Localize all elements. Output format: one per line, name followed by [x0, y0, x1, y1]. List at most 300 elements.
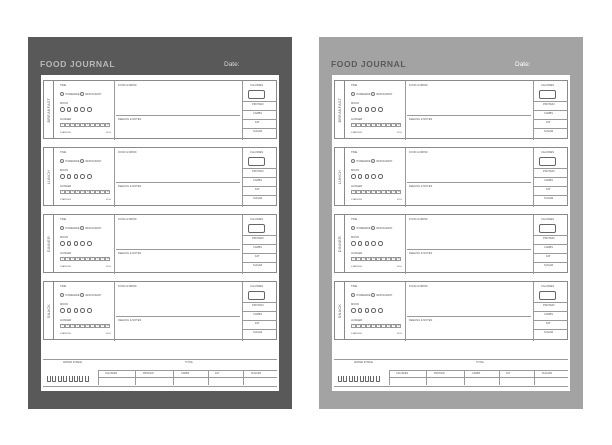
hunger-label: HUNGER	[60, 118, 72, 121]
hunger-scale-cell[interactable]: 5	[80, 324, 85, 328]
hunger-scale-cell[interactable]: 10	[106, 191, 109, 193]
calories-box[interactable]	[248, 157, 265, 166]
hunger-scale-cell[interactable]: 9	[391, 190, 396, 194]
homemade-option[interactable]: HOMEMADE	[351, 159, 370, 163]
mood-face-icon[interactable]	[67, 308, 72, 313]
hunger-scale-cell[interactable]: 7	[381, 190, 386, 194]
total-column-divider	[499, 371, 500, 385]
hunger-label: HUNGER	[351, 118, 363, 121]
mood-face-icon[interactable]	[371, 174, 376, 179]
notes-divider	[407, 249, 531, 250]
calories-label: CALORIES	[250, 218, 264, 221]
column-divider	[242, 148, 243, 207]
mood-face-icon[interactable]	[74, 308, 79, 313]
mood-label: MOOD	[60, 169, 69, 172]
homemade-option[interactable]: HOMEMADE	[351, 92, 370, 96]
water-glass-icon[interactable]	[63, 376, 67, 382]
meal-name: BREAKFAST	[337, 97, 342, 122]
mood-face-icon[interactable]	[365, 174, 370, 179]
carbs-label: CARBS	[544, 246, 553, 249]
hunger-scale-cell[interactable]: 4	[366, 123, 371, 127]
radio-icon[interactable]	[351, 159, 355, 163]
hunger-scale-cell[interactable]: 6	[85, 324, 90, 328]
radio-icon[interactable]	[371, 92, 375, 96]
hunger-scale-cell[interactable]: 8	[386, 190, 391, 194]
mood-face-icon[interactable]	[67, 174, 72, 179]
hunger-scale-cell[interactable]: 3	[70, 123, 75, 127]
hunger-scale	[60, 123, 110, 127]
hunger-scale-cell[interactable]: 1	[60, 190, 65, 194]
calories-box[interactable]	[539, 157, 556, 166]
hunger-scale-cell[interactable]: 6	[376, 324, 381, 328]
restaurant-option[interactable]: RESTAURANT	[80, 159, 101, 163]
calories-box[interactable]	[248, 90, 265, 99]
nutrient-divider	[243, 302, 277, 303]
totals-header-line	[389, 370, 568, 371]
water-glass-icon[interactable]	[58, 376, 62, 382]
column-divider	[533, 81, 534, 140]
water-glass-icon[interactable]	[47, 376, 51, 382]
homemade-option[interactable]: HOMEMADE	[60, 226, 79, 230]
starving-label: STARVING	[351, 132, 362, 134]
hunger-scale-cell[interactable]: 6	[85, 190, 90, 194]
mood-face-icon[interactable]	[60, 241, 65, 246]
hunger-scale-cell[interactable]: 1	[60, 324, 65, 328]
nutrient-divider	[243, 128, 277, 129]
column-divider	[242, 81, 243, 140]
feeling-notes-label: FEELING & NOTES	[409, 319, 433, 322]
calories-label: CALORIES	[541, 84, 555, 87]
hunger-scale-cell[interactable]: 2	[356, 190, 361, 194]
radio-icon[interactable]	[371, 159, 375, 163]
hunger-scale-cell[interactable]: 8	[95, 257, 100, 261]
total-label: TOTAL	[476, 361, 485, 364]
notes-divider	[116, 182, 240, 183]
radio-icon[interactable]	[80, 293, 84, 297]
total-column-label: SUGARS	[251, 372, 262, 375]
radio-icon[interactable]	[60, 293, 64, 297]
meal-name-strip	[335, 81, 345, 138]
hunger-scale-cell[interactable]: 1	[60, 257, 65, 261]
feeling-notes-label: FEELING & NOTES	[409, 118, 433, 121]
nutrient-divider	[243, 101, 277, 102]
hunger-scale-cell[interactable]: 7	[90, 123, 95, 127]
mood-face-icon[interactable]	[378, 107, 383, 112]
total-column-divider	[98, 371, 99, 385]
hunger-scale-cell[interactable]: 7	[381, 123, 386, 127]
calories-box[interactable]	[248, 291, 265, 300]
mood-face-icon[interactable]	[67, 107, 72, 112]
hunger-scale-cell[interactable]: 6	[376, 190, 381, 194]
hunger-scale-cell[interactable]: 8	[386, 324, 391, 328]
hunger-scale-cell[interactable]: 2	[65, 123, 70, 127]
notes-divider	[116, 316, 240, 317]
water-glass-icon[interactable]	[74, 376, 78, 382]
time-label: TIME	[60, 285, 67, 288]
nutrient-divider	[243, 311, 277, 312]
hunger-scale-cell[interactable]: 9	[100, 123, 105, 127]
hunger-scale	[60, 190, 110, 194]
hunger-scale-cell[interactable]: 1	[60, 123, 65, 127]
hunger-scale	[351, 123, 401, 127]
totals-bottom-line	[334, 386, 568, 387]
hunger-scale-cell[interactable]: 4	[75, 324, 80, 328]
full-label: FULL	[397, 132, 403, 134]
meal-section-breakfast	[43, 80, 277, 139]
mood-label: MOOD	[60, 236, 69, 239]
radio-icon[interactable]	[371, 226, 375, 230]
hunger-scale-cell[interactable]: 7	[381, 257, 386, 261]
hunger-scale-cell[interactable]: 2	[356, 324, 361, 328]
hunger-scale	[60, 324, 110, 328]
hunger-scale-cell[interactable]: 8	[95, 324, 100, 328]
mood-faces	[351, 308, 383, 313]
hunger-scale-cell[interactable]: 2	[65, 257, 70, 261]
hunger-scale-cell[interactable]: 3	[70, 257, 75, 261]
hunger-scale-cell[interactable]: 4	[75, 123, 80, 127]
water-glass-icon[interactable]	[338, 376, 342, 382]
water-glass-icon[interactable]	[79, 376, 83, 382]
totals-section	[43, 359, 277, 389]
hunger-scale-cell[interactable]: 4	[366, 190, 371, 194]
total-column-label: CALORIES	[105, 372, 118, 375]
homemade-option[interactable]: HOMEMADE	[351, 226, 370, 230]
fat-label: FAT	[546, 121, 551, 124]
mood-face-icon[interactable]	[351, 174, 356, 179]
nutrient-divider	[243, 320, 277, 321]
hunger-scale-cell[interactable]: 2	[356, 123, 361, 127]
mood-label: MOOD	[351, 236, 360, 239]
column-divider	[114, 81, 115, 140]
radio-icon[interactable]	[60, 226, 64, 230]
total-column-label: FAT	[215, 372, 220, 375]
nutrient-divider	[534, 311, 568, 312]
mood-face-icon[interactable]	[378, 241, 383, 246]
homemade-option[interactable]: HOMEMADE	[60, 159, 79, 163]
hunger-scale-cell[interactable]: 9	[100, 257, 105, 261]
hunger-scale-cell[interactable]: 6	[85, 123, 90, 127]
calories-box[interactable]	[539, 224, 556, 233]
mood-face-icon[interactable]	[371, 241, 376, 246]
radio-icon[interactable]	[80, 92, 84, 96]
sugar-label: SUGAR	[544, 264, 554, 267]
notes-divider	[116, 249, 240, 250]
mood-label: MOOD	[60, 102, 69, 105]
nutrient-divider	[534, 262, 568, 263]
starving-label: STARVING	[60, 132, 71, 134]
sugar-label: SUGAR	[253, 197, 263, 200]
mood-face-icon[interactable]	[365, 107, 370, 112]
homemade-option[interactable]: HOMEMADE	[351, 293, 370, 297]
hunger-scale-cell[interactable]: 3	[361, 123, 366, 127]
time-label: TIME	[60, 218, 67, 221]
total-column-divider	[426, 371, 427, 385]
totals-top-line	[334, 359, 568, 360]
water-glasses	[47, 376, 89, 382]
food-drink-label: FOOD & DRINK	[118, 84, 137, 87]
nutrient-divider	[243, 168, 277, 169]
hunger-scale-cell[interactable]: 2	[65, 190, 70, 194]
hunger-scale-cell[interactable]: 10	[397, 325, 400, 327]
sugar-label: SUGAR	[544, 130, 554, 133]
nutrient-divider	[243, 110, 277, 111]
full-label: FULL	[106, 199, 112, 201]
journal-sheet-light	[319, 37, 583, 409]
total-column-label: CARBS	[181, 372, 190, 375]
calories-label: CALORIES	[541, 218, 555, 221]
water-glass-icon[interactable]	[376, 376, 380, 382]
mood-face-icon[interactable]	[358, 308, 363, 313]
column-divider	[405, 148, 406, 207]
restaurant-option[interactable]: RESTAURANT	[371, 92, 392, 96]
sugar-label: SUGAR	[253, 264, 263, 267]
mood-face-icon[interactable]	[351, 308, 356, 313]
water-glass-icon[interactable]	[69, 376, 73, 382]
radio-icon[interactable]	[351, 226, 355, 230]
mood-face-icon[interactable]	[358, 174, 363, 179]
radio-icon[interactable]	[60, 159, 64, 163]
mood-face-icon[interactable]	[60, 174, 65, 179]
hunger-scale-cell[interactable]: 9	[391, 257, 396, 261]
carbs-label: CARBS	[544, 112, 553, 115]
hunger-scale-cell[interactable]: 7	[90, 190, 95, 194]
hunger-scale-cell[interactable]: 1	[351, 324, 356, 328]
mood-face-icon[interactable]	[80, 241, 85, 246]
hunger-scale-cell[interactable]: 7	[381, 324, 386, 328]
mood-face-icon[interactable]	[378, 308, 383, 313]
feeling-notes-label: FEELING & NOTES	[118, 319, 142, 322]
nutrient-divider	[534, 101, 568, 102]
time-label: TIME	[351, 218, 358, 221]
homemade-option[interactable]: HOMEMADE	[60, 293, 79, 297]
column-divider	[405, 215, 406, 274]
calories-box[interactable]	[248, 224, 265, 233]
hunger-scale-cell[interactable]: 10	[397, 191, 400, 193]
carbs-label: CARBS	[544, 313, 553, 316]
hunger-scale-cell[interactable]: 5	[80, 123, 85, 127]
total-column-divider	[243, 371, 244, 385]
notes-divider	[116, 115, 240, 116]
nutrient-divider	[534, 244, 568, 245]
hunger-scale-cell[interactable]: 5	[80, 190, 85, 194]
hunger-scale-cell[interactable]: 7	[90, 324, 95, 328]
mood-face-icon[interactable]	[371, 308, 376, 313]
protein-label: PROTEIN	[543, 304, 555, 307]
water-glass-icon[interactable]	[360, 376, 364, 382]
calories-box[interactable]	[539, 291, 556, 300]
mood-faces	[60, 241, 92, 246]
mood-face-icon[interactable]	[365, 241, 370, 246]
mood-face-icon[interactable]	[87, 174, 92, 179]
calories-box[interactable]	[539, 90, 556, 99]
meal-name-strip	[44, 148, 54, 205]
restaurant-option[interactable]: RESTAURANT	[371, 293, 392, 297]
meal-name-strip	[44, 215, 54, 272]
hunger-scale-cell[interactable]: 10	[397, 124, 400, 126]
restaurant-option[interactable]: RESTAURANT	[80, 92, 101, 96]
hunger-scale-cell[interactable]: 6	[376, 123, 381, 127]
mood-faces	[60, 174, 92, 179]
notes-divider	[407, 316, 531, 317]
nutrient-divider	[534, 110, 568, 111]
hunger-scale-cell[interactable]: 7	[90, 257, 95, 261]
hunger-scale-cell[interactable]: 10	[106, 124, 109, 126]
mood-face-icon[interactable]	[351, 107, 356, 112]
hunger-scale-cell[interactable]: 4	[366, 324, 371, 328]
radio-icon[interactable]	[80, 226, 84, 230]
total-column-label: SUGARS	[542, 372, 553, 375]
meal-name: BREAKFAST	[46, 97, 51, 122]
water-glass-icon[interactable]	[370, 376, 374, 382]
hunger-scale-cell[interactable]: 4	[75, 190, 80, 194]
nutrient-divider	[534, 128, 568, 129]
total-column-label: CALORIES	[396, 372, 409, 375]
time-label: TIME	[351, 151, 358, 154]
mood-label: MOOD	[351, 102, 360, 105]
homemade-option[interactable]: HOMEMADE	[60, 92, 79, 96]
water-glass-icon[interactable]	[85, 376, 89, 382]
feeling-notes-label: FEELING & NOTES	[118, 118, 142, 121]
carbs-label: CARBS	[544, 179, 553, 182]
restaurant-option[interactable]: RESTAURANT	[371, 159, 392, 163]
mood-label: MOOD	[351, 169, 360, 172]
full-label: FULL	[397, 333, 403, 335]
hunger-scale-cell[interactable]: 3	[361, 190, 366, 194]
nutrient-divider	[243, 262, 277, 263]
mood-face-icon[interactable]	[74, 241, 79, 246]
radio-icon[interactable]	[60, 92, 64, 96]
hunger-scale-cell[interactable]: 6	[85, 257, 90, 261]
water-glass-icon[interactable]	[349, 376, 353, 382]
hunger-scale-cell[interactable]: 1	[351, 190, 356, 194]
hunger-scale-cell[interactable]: 10	[397, 258, 400, 260]
hunger-scale-cell[interactable]: 3	[361, 257, 366, 261]
hunger-label: HUNGER	[60, 185, 72, 188]
hunger-scale-cell[interactable]: 5	[80, 257, 85, 261]
totals-row-line	[98, 377, 277, 378]
mood-face-icon[interactable]	[80, 174, 85, 179]
water-glass-icon[interactable]	[343, 376, 347, 382]
nutrient-divider	[243, 195, 277, 196]
hunger-scale-cell[interactable]: 3	[70, 324, 75, 328]
hunger-scale-cell[interactable]: 8	[95, 123, 100, 127]
radio-icon[interactable]	[351, 293, 355, 297]
mood-faces	[351, 107, 383, 112]
hunger-scale-cell[interactable]: 10	[106, 258, 109, 260]
hunger-scale-cell[interactable]: 5	[371, 123, 376, 127]
mood-face-icon[interactable]	[87, 241, 92, 246]
fat-label: FAT	[546, 322, 551, 325]
protein-label: PROTEIN	[252, 304, 264, 307]
meal-section-snack	[334, 281, 568, 340]
hunger-scale-cell[interactable]: 2	[65, 324, 70, 328]
total-column-divider	[135, 371, 136, 385]
restaurant-option[interactable]: RESTAURANT	[80, 226, 101, 230]
nutrient-divider	[534, 302, 568, 303]
mood-face-icon[interactable]	[60, 308, 65, 313]
hunger-scale-cell[interactable]: 5	[371, 257, 376, 261]
totals-top-line	[43, 359, 277, 360]
feeling-notes-label: FEELING & NOTES	[118, 252, 142, 255]
nutrient-divider	[534, 168, 568, 169]
sugar-label: SUGAR	[544, 331, 554, 334]
hunger-scale-cell[interactable]: 3	[70, 190, 75, 194]
nutrient-divider	[243, 235, 277, 236]
hunger-scale-cell[interactable]: 9	[100, 190, 105, 194]
hunger-scale-cell[interactable]: 4	[366, 257, 371, 261]
mood-face-icon[interactable]	[358, 241, 363, 246]
hunger-scale-cell[interactable]: 8	[386, 123, 391, 127]
time-label: TIME	[60, 151, 67, 154]
mood-label: MOOD	[351, 303, 360, 306]
hunger-scale-cell[interactable]: 6	[376, 257, 381, 261]
water-glass-icon[interactable]	[354, 376, 358, 382]
mood-face-icon[interactable]	[74, 174, 79, 179]
hunger-scale-cell[interactable]: 4	[75, 257, 80, 261]
mood-face-icon[interactable]	[80, 308, 85, 313]
hunger-scale-cell[interactable]: 3	[361, 324, 366, 328]
hunger-scale-cell[interactable]: 5	[371, 190, 376, 194]
mood-face-icon[interactable]	[371, 107, 376, 112]
mood-face-icon[interactable]	[365, 308, 370, 313]
column-divider	[405, 282, 406, 341]
mood-faces	[60, 308, 92, 313]
nutrient-divider	[534, 235, 568, 236]
hunger-scale-cell[interactable]: 2	[356, 257, 361, 261]
feeling-notes-label: FEELING & NOTES	[409, 185, 433, 188]
mood-face-icon[interactable]	[67, 241, 72, 246]
water-glass-icon[interactable]	[365, 376, 369, 382]
meal-name: DINNER	[46, 235, 51, 252]
calories-label: CALORIES	[541, 151, 555, 154]
protein-label: PROTEIN	[252, 237, 264, 240]
meal-name-strip	[44, 282, 54, 339]
hunger-scale-cell[interactable]: 1	[351, 257, 356, 261]
food-drink-label: FOOD & DRINK	[118, 285, 137, 288]
hunger-scale-cell[interactable]: 9	[391, 123, 396, 127]
mood-face-icon[interactable]	[80, 107, 85, 112]
restaurant-option[interactable]: RESTAURANT	[80, 293, 101, 297]
mood-face-icon[interactable]	[87, 107, 92, 112]
protein-label: PROTEIN	[543, 237, 555, 240]
mood-face-icon[interactable]	[74, 107, 79, 112]
hunger-scale-cell[interactable]: 9	[391, 324, 396, 328]
restaurant-option[interactable]: RESTAURANT	[371, 226, 392, 230]
water-intake-label: WATER INTAKE	[63, 361, 82, 364]
radio-icon[interactable]	[351, 92, 355, 96]
nutrient-divider	[243, 186, 277, 187]
radio-icon[interactable]	[371, 293, 375, 297]
hunger-scale-cell[interactable]: 5	[371, 324, 376, 328]
hunger-scale-cell[interactable]: 1	[351, 123, 356, 127]
hunger-scale-cell[interactable]: 9	[100, 324, 105, 328]
mood-face-icon[interactable]	[351, 241, 356, 246]
fat-label: FAT	[255, 322, 260, 325]
starving-label: STARVING	[351, 266, 362, 268]
hunger-scale-cell[interactable]: 10	[106, 325, 109, 327]
mood-face-icon[interactable]	[378, 174, 383, 179]
water-glass-icon[interactable]	[52, 376, 56, 382]
mood-faces	[351, 174, 383, 179]
radio-icon[interactable]	[80, 159, 84, 163]
mood-face-icon[interactable]	[60, 107, 65, 112]
food-drink-label: FOOD & DRINK	[409, 84, 428, 87]
hunger-scale-cell[interactable]: 8	[386, 257, 391, 261]
hunger-scale-cell[interactable]: 8	[95, 190, 100, 194]
mood-face-icon[interactable]	[358, 107, 363, 112]
nutrient-divider	[534, 119, 568, 120]
mood-face-icon[interactable]	[87, 308, 92, 313]
